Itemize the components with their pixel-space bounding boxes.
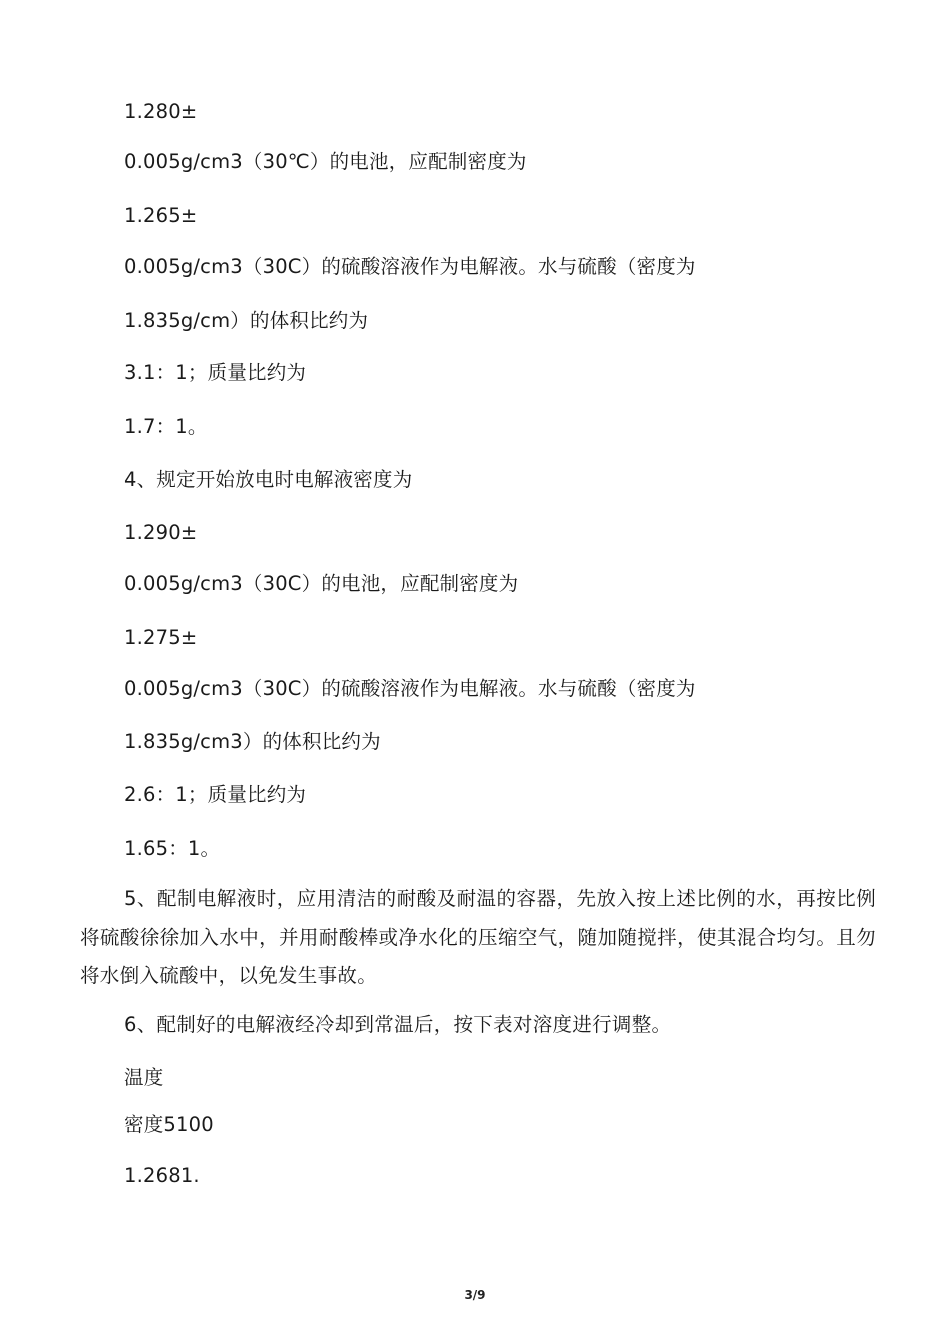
text-line: 1.65：1。 [124,837,221,860]
paragraph: 6、配制好的电解液经冷却到常温后，按下表对溶度进行调整。 [124,1013,672,1036]
text-line: 0.005g/cm3（30C）的电池，应配制密度为 [124,572,519,595]
text-line: 0.005g/cm3（30C）的硫酸溶液作为电解液。水与硫酸（密度为 [124,677,696,700]
text-line: 1.280± [124,100,198,123]
text-line: 1.835g/cm3）的体积比约为 [124,730,381,753]
paragraph: 5、配制电解液时，应用清洁的耐酸及耐温的容器，先放入按上述比例的水，再按比例将硫酸徐徐加入水中，并用耐酸棒或净水化的压缩空气，随加随搅拌，使其混合均匀。且勿将水倒入硫酸中，以免发生事故。 [80,887,876,987]
text-line: 3.1：1；质量比约为 [124,361,307,384]
page-number: 3/9 [464,1288,486,1302]
text-line: 1.7：1。 [124,415,208,438]
text-line: 1.275± [124,626,198,649]
text-line: 2.6：1；质量比约为 [124,783,307,806]
text-line: 密度5100 [124,1113,214,1136]
text-line: 1.290± [124,521,198,544]
text-line: 0.005g/cm3（30C）的硫酸溶液作为电解液。水与硫酸（密度为 [124,255,696,278]
text-line: 1.2681. [124,1164,200,1187]
text-line: 1.835g/cm）的体积比约为 [124,309,369,332]
text-line: 1.265± [124,204,198,227]
text-line: 4、规定开始放电时电解液密度为 [124,468,413,491]
text-line: 0.005g/cm3（30℃）的电池，应配制密度为 [124,150,527,173]
text-line: 温度 [124,1066,164,1089]
